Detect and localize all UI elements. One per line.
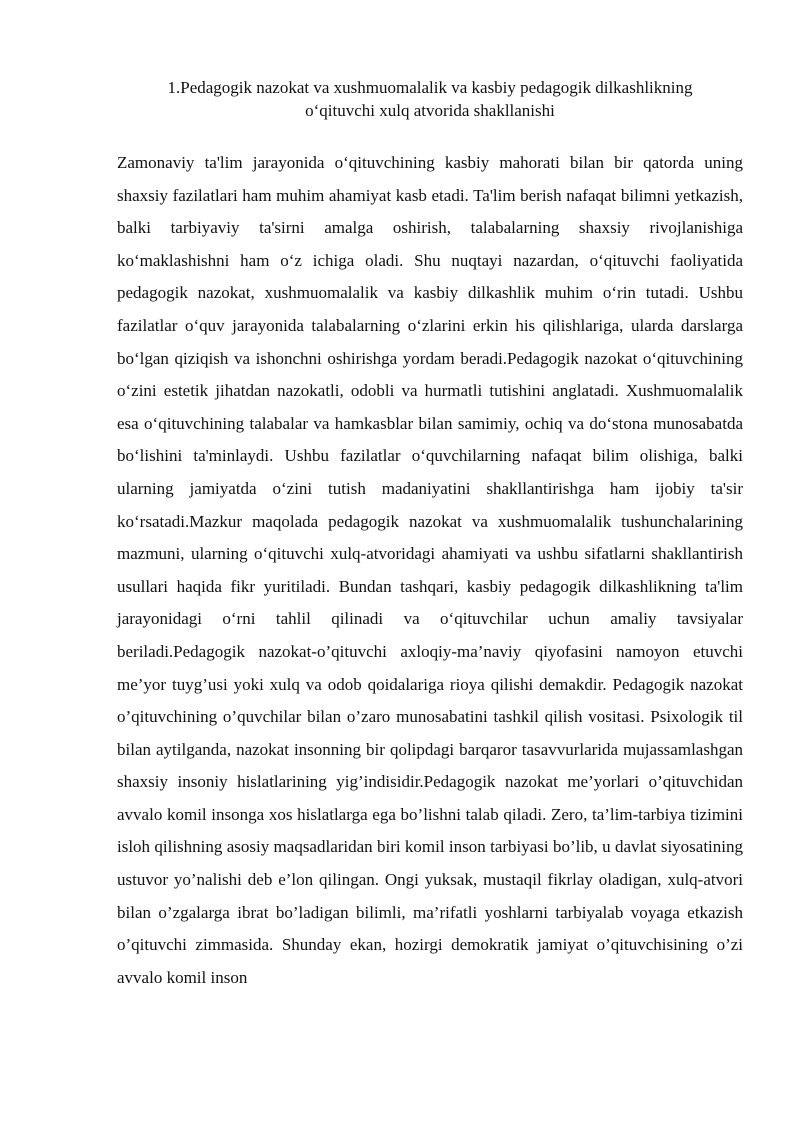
title-line-2: o‘qituvchi xulq atvorida shakllanishi (305, 101, 555, 120)
title-line-1: 1.Pedagogik nazokat va xushmuomalalik va kasbiy pedagogik dilkashlikning (167, 78, 693, 97)
document-title (117, 76, 743, 122)
body-paragraph: Zamonaviy ta'lim jarayonida o‘qituvchining kasbiy mahorati bilan bir qatorda uning shaxsiy fazilatlari ham muhim ahamiyat kasb etadi. Ta'lim berish nafaqat bilimni yetkazish, balki tarbiyaviy ta'sirni amalga oshirish, talabalarning shaxsiy rivojlanishiga ko‘maklashishni ham o‘z ichiga oladi. Shu nuqtayi nazardan, o‘qituvchi faoliyatida pedagogik nazokat, xushmuomalalik va kasbiy dilkashlik muhim o‘rin tutadi. Ushbu fazilatlar o‘quv jarayonida talabalarning o‘zlarini erkin his qilishlariga, ularda darslarga bo‘lgan qiziqish va ishonchni oshirishga yordam beradi.Pedagogik nazokat o‘qituvchining o‘zini estetik jihatdan nazokatli, odobli va hurmatli tutishini anglatadi. Xushmuomalalik esa o‘qituvchining talabalar va hamkasblar bilan samimiy, ochiq va do‘stona munosabatda bo‘lishini ta'minlaydi. Ushbu fazilatlar o‘quvchilarning nafaqat bilim olishiga, balki ularning jamiyatda o‘zini tutish madaniyatini shakllantirishga ham ijobiy ta'sir ko‘rsatadi.Mazkur maqolada pedagogik nazokat va xushmuomalalik tushunchalarining mazmuni, ularning o‘qituvchi xulq-atvoridagi ahamiyati va ushbu sifatlarni shakllantirish usullari haqida fikr yuritiladi. Bundan tashqari, kasbiy pedagogik dilkashlikning ta'lim jarayonidagi o‘rni tahlil qilinadi va o‘qituvchilar uchun amaliy tavsiyalar beriladi.Pedagogik nazokat-o’qituvchi axloqiy-ma’naviy qiyofasini namoyon etuvchi me’yor tuyg’usi yoki xulq va odob qoidalariga rioya qilishi demakdir. Pedagogik nazokat o’qituvchining o’quvchilar bilan o’zaro munosabatini tashkil qilish vositasi. Psixologik til bilan aytilganda, nazokat insonning bir qolipdagi barqaror tasavvurlarida mujassamlashgan shaxsiy insoniy hislatlarining yig’indisidir.Pedagogik nazokat me’yorlari o’qituvchidan avvalo komil insonga xos hislatlarga ega bo’lishni talab qiladi. Zero, ta’lim-tarbiya tizimini isloh qilishning asosiy maqsadlaridan biri komil inson tarbiyasi bo’lib, u davlat siyosatining ustuvor yo’nalishi deb e’lon qilingan. Ongi yuksak, mustaqil fikrlay oladigan, xulq-atvori bilan o’zgalarga ibrat bo’ladigan bilimli, ma’rifatli yoshlarni tarbiyalab voyaga etkazish o’qituvchi zimmasida. Shunday ekan, hozirgi demokratik jamiyat o’qituvchisining o’zi avvalo komil inson (117, 153, 743, 987)
